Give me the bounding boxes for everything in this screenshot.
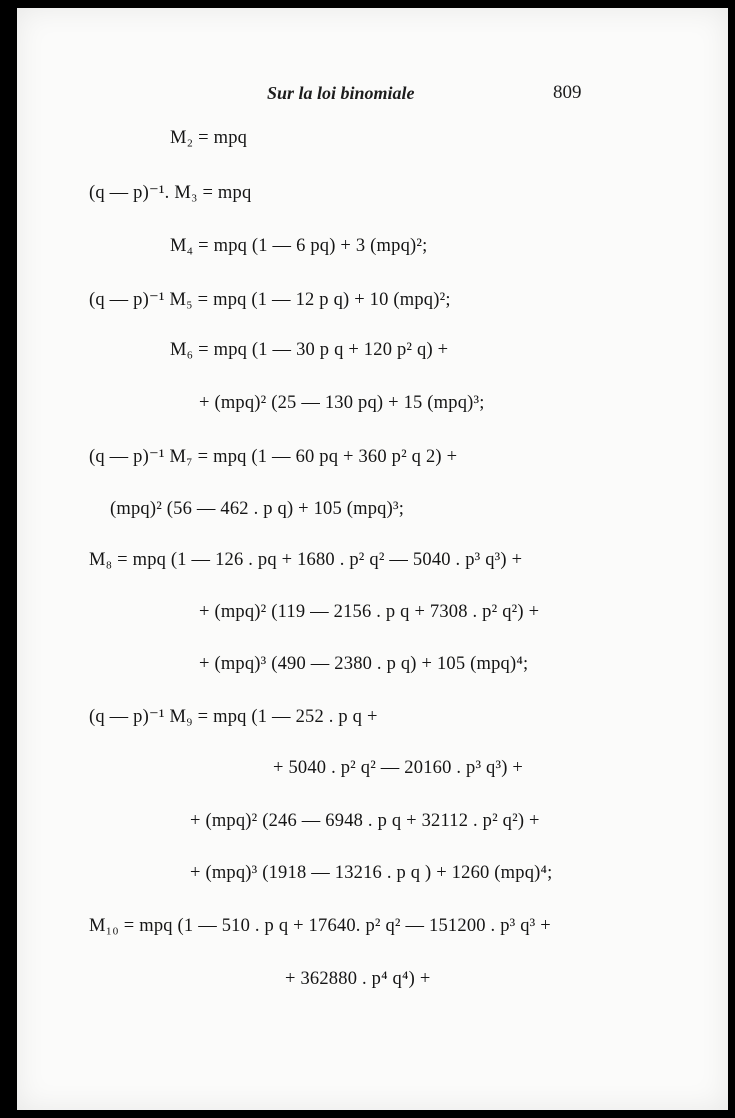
equation-m5 bbox=[89, 289, 451, 311]
equation-m2 bbox=[170, 128, 247, 149]
equation-body: = mpq (1 — 12 p q) + 10 (mpq)²; bbox=[197, 290, 451, 310]
equation-lhs: (q — p)⁻¹ M₅ bbox=[89, 290, 193, 310]
equation-m8-continued-2: + (mpq)³ (490 — 2380 . p q) + 105 (mpq)⁴; bbox=[199, 654, 529, 674]
equation-m8 bbox=[89, 550, 522, 571]
equation-lhs: M₄ bbox=[170, 236, 194, 256]
equation-body: = mpq (1 — 30 p q + 120 p² q) + bbox=[198, 340, 449, 360]
equation-m9-continued-2: + (mpq)² (246 — 6948 . p q + 32112 . p² q²) + bbox=[190, 811, 540, 831]
equation-m9 bbox=[89, 706, 378, 728]
equation-lhs: M₁₀ bbox=[89, 916, 119, 936]
equation-lhs: M₂ bbox=[170, 128, 194, 148]
running-title: Sur la loi binomiale bbox=[267, 83, 415, 103]
equation-m3 bbox=[89, 182, 251, 204]
equation-body: = mpq (1 — 510 . p q + 17640. p² q² — 151200 . p³ q³ + bbox=[123, 916, 551, 936]
equation-m6 bbox=[170, 340, 448, 361]
equation-body: = mpq bbox=[198, 128, 248, 148]
equation-m7-continued: (mpq)² (56 — 462 . p q) + 105 (mpq)³; bbox=[110, 499, 405, 519]
equation-m4 bbox=[170, 236, 427, 257]
equation-body: = mpq (1 — 6 pq) + 3 (mpq)²; bbox=[198, 236, 428, 256]
equation-m9-continued-1: + 5040 . p² q² — 20160 . p³ q³) + bbox=[273, 758, 524, 778]
equation-m7 bbox=[89, 446, 457, 468]
page-number: 809 bbox=[553, 82, 582, 103]
equation-m9-continued-3: + (mpq)³ (1918 — 13216 . p q ) + 1260 (mpq)⁴; bbox=[190, 863, 553, 883]
equation-body: = mpq (1 — 126 . pq + 1680 . p² q² — 5040 . p³ q³) + bbox=[117, 550, 523, 570]
equation-lhs: (q — p)⁻¹ M₉ bbox=[89, 707, 193, 727]
equation-lhs: M₈ bbox=[89, 550, 113, 570]
equation-m8-continued-1: + (mpq)² (119 — 2156 . p q + 7308 . p² q²) + bbox=[199, 602, 540, 622]
equation-body: = mpq (1 — 252 . p q + bbox=[197, 707, 378, 727]
equation-lhs: (q — p)⁻¹. M₃ bbox=[89, 183, 198, 203]
equation-m6-continued: + (mpq)² (25 — 130 pq) + 15 (mpq)³; bbox=[199, 393, 485, 413]
equation-m10-continued: + 362880 . p⁴ q⁴) + bbox=[285, 969, 431, 989]
equation-body: = mpq (1 — 60 pq + 360 p² q 2) + bbox=[197, 447, 458, 467]
equation-lhs: (q — p)⁻¹ M₇ bbox=[89, 447, 193, 467]
equation-body: = mpq bbox=[202, 183, 252, 203]
equation-lhs: M₆ bbox=[170, 340, 194, 360]
equation-m10 bbox=[89, 916, 551, 937]
book-page bbox=[17, 8, 728, 1110]
